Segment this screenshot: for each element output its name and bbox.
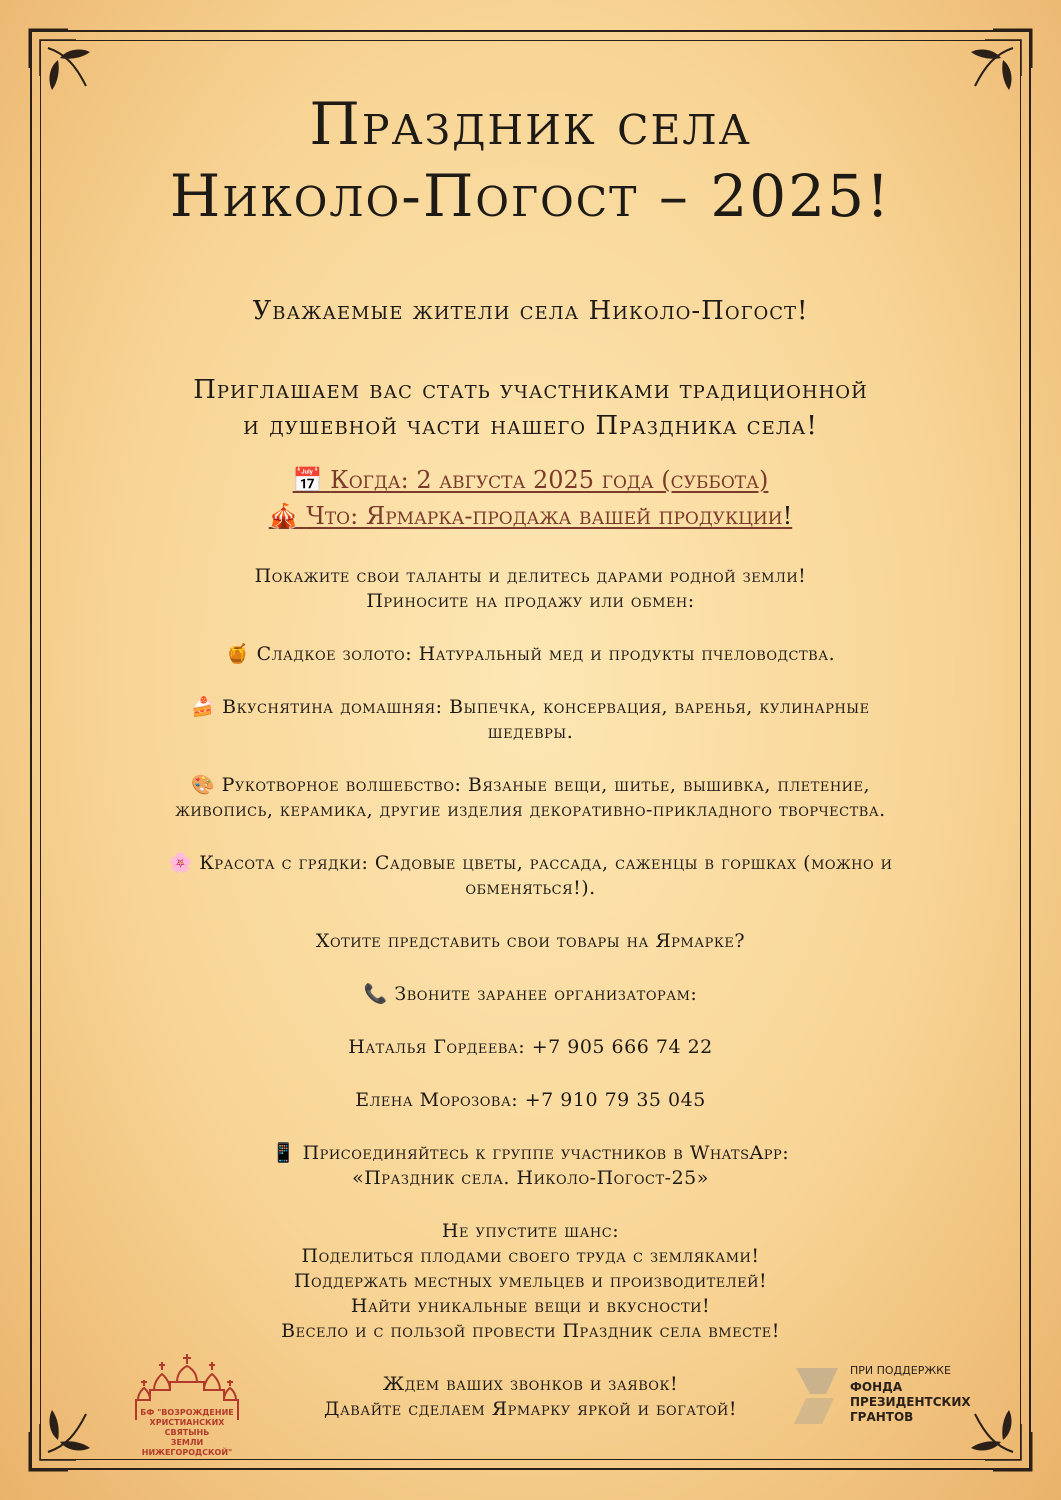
intro-line: Приносите на продажу или обмен: [366,590,695,612]
contact-1: Наталья Гордеева: +7 905 666 74 22 [348,1036,713,1058]
event-type: 🎪 Что: Ярмарка-продажа вашей продукции! [268,502,793,530]
cake-icon: 🍰 [191,696,216,718]
page-title: Праздник села Николо-Погост – 2025! [169,90,892,230]
contact-2: Елена Морозова: +7 910 79 35 045 [355,1089,706,1111]
calendar-icon: 📅 [292,466,323,494]
question: Хотите представить свои товары на Ярмарке? [315,930,746,952]
foundation-name: БФ "ВОЗРОЖДЕНИЕ ХРИСТИАНСКИХ СВЯТЫНЬ ЗЕМЛИ НИЖЕГОРОДСКОЙ" [140,1408,234,1457]
presidential-grants-logo: ПРИ ПОДДЕРЖКЕ ФОНДА ПРЕЗИДЕНТСКИХ ГРАНТОВ [790,1360,1000,1440]
chance-line: Поддержать местных умельцев и производителей! [293,1270,768,1292]
category-handicraft: 🎨 Рукотворное волшебство: Вязаные вещи, шитье, вышивка, плетение, [190,774,871,796]
poster-content [60,88,1001,1422]
category-garden: 🌸 Красота с грядки: Садовые цветы, рассада, саженцы в горшках (можно и [168,852,893,874]
closing-line: Ждем ваших звонков и заявок! [382,1373,679,1395]
body-text: Покажите свои таланты и делитесь дарами родной земли! Приносите на продажу или обмен: 🍯 Сладкое золото: Натуральный мед и продукты пчеловодства. 🍰 Вкуснятина домашняя: Выпечка, консервация, варенья, кулинарные шедевры. 🎨 Рукотворное волшебство: Вязаные вещи, шитье, вышивка, плетение, живопись, керамика, другие изделия декоративно-прикладного творчества. 🌸 Красота с грядки: Садовые цветы, рассада, саженцы в горшках (можно и обменяться!). Хотите представить свои товары на Ярмарке? 📞 Звоните заранее организаторам: Наталья Гордеева: +7 905 666 74 22 Елена Морозова: +7 910 79 35 045 📱 Присоединяйтесь к группе участников в WhatsApp: «Праздник села. Николо-Погост-25» Не упустите шанс: Поделиться плодами своего труда с земляками! Поддержать местных умельцев и производителей! Найти уникальные вещи и вкусности! Весело и с пользой провести Праздник села вместе! Ждем ваших звонков и заявок! Давайте сделаем Ярмарку яркой и богатой! [60,564,1001,1422]
category-homemade: 🍰 Вкуснятина домашняя: Выпечка, консервация, варенья, кулинарные [191,696,870,718]
event-date: 📅 Когда: 2 августа 2025 года (суббота) [292,466,769,494]
grants-fund-icon [790,1364,850,1428]
blossom-icon: 🌸 [168,852,193,874]
category-honey: 🍯 Сладкое золото: Натуральный мед и продукты пчеловодства. [225,643,836,665]
greeting: Уважаемые жители села Николо-Погост! [252,296,809,326]
mobile-phone-icon: 📱 [271,1142,297,1164]
intro-line: Покажите свои таланты и делитесь дарами родной земли! [254,565,807,587]
chance-line: Поделиться плодами своего труда с земляками! [301,1245,760,1267]
whatsapp-invite: 📱 Присоединяйтесь к группе участников в WhatsApp: [271,1142,790,1164]
chance-line: Весело и с пользой провести Праздник села вместе! [281,1320,780,1342]
closing-line: Давайте сделаем Ярмарку яркой и богатой! [324,1398,737,1420]
palette-icon: 🎨 [190,774,216,796]
event-details [60,462,1001,534]
charity-foundation-logo [132,1352,242,1462]
call-organizers: 📞 Звоните заранее организаторам: [363,983,698,1005]
invitation: Приглашаем вас стать участниками традиционной и душевной части нашего Праздника села! [193,375,868,441]
circus-tent-icon: 🎪 [268,502,299,530]
chance-line: Найти уникальные вещи и вкусности! [350,1295,711,1317]
honey-pot-icon: 🍯 [225,643,251,665]
chance-line: Не упустите шанс: [441,1220,620,1242]
whatsapp-group-name: «Праздник села. Николо-Погост-25» [352,1167,709,1189]
phone-icon: 📞 [363,983,388,1005]
